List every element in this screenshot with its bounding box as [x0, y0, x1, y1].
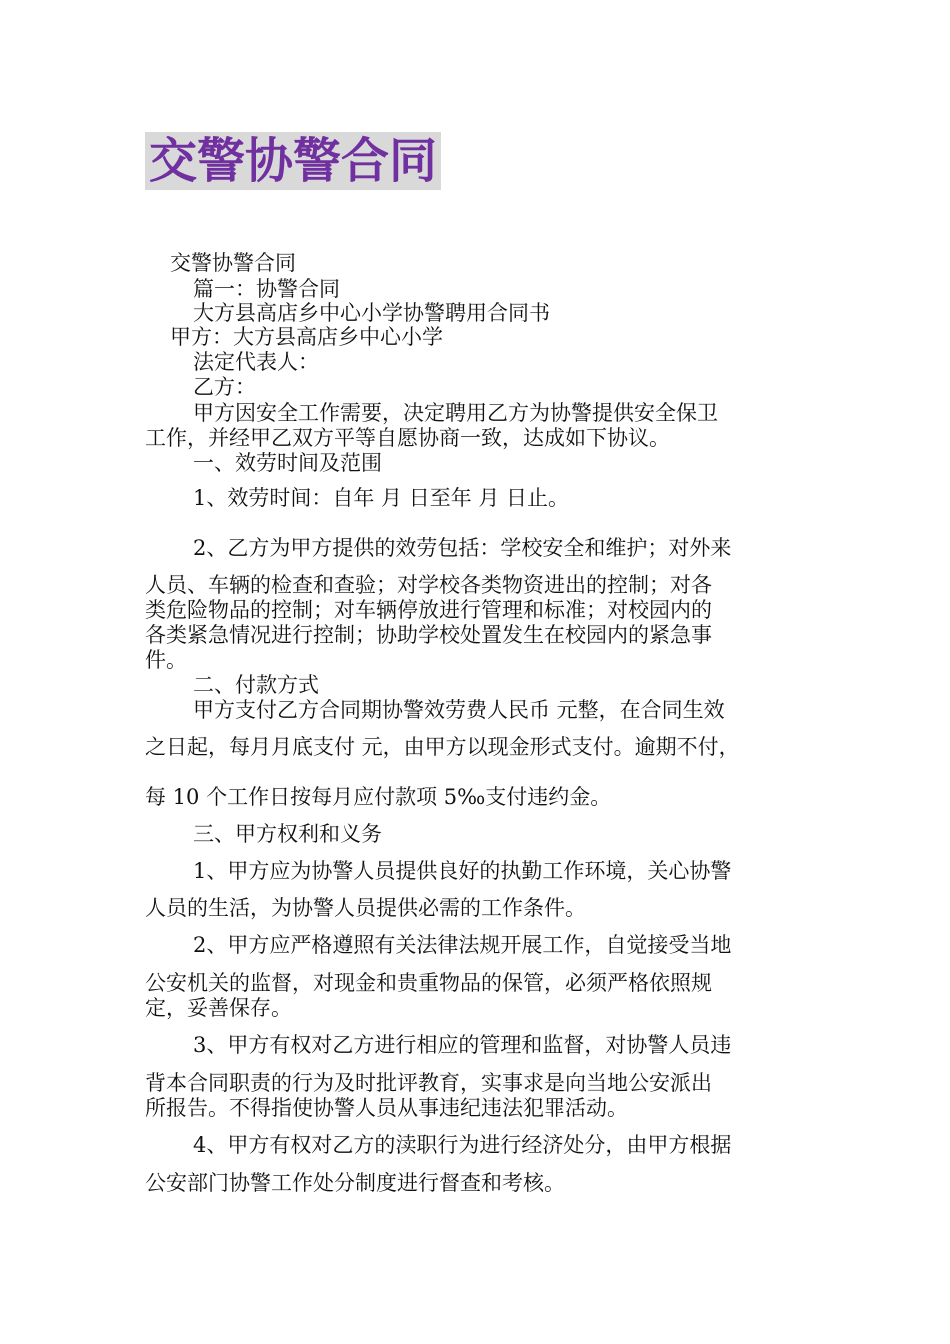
paragraph-line: 公安部门协警工作处分制度进行督查和考核。	[145, 1171, 565, 1195]
contract-title: 大方县高店乡中心小学协警聘用合同书	[193, 301, 550, 325]
paragraph-line: 件。	[145, 648, 187, 672]
section-heading: 篇一：协警合同	[193, 277, 340, 301]
paragraph-line: 2、乙方为甲方提供的效劳包括：学校安全和维护；对外来	[193, 536, 732, 560]
document-title: 交警协警合同	[145, 132, 441, 190]
paragraph-line: 人员、车辆的检查和查验；对学校各类物资进出的控制；对各	[145, 573, 712, 597]
paragraph-line: 工作，并经甲乙双方平等自愿协商一致，达成如下协议。	[145, 426, 670, 450]
clause-heading: 三、甲方权利和义务	[193, 822, 382, 846]
paragraph-line: 1、甲方应为协警人员提供良好的执勤工作环境，关心协警	[193, 859, 732, 883]
paragraph-line: 3、甲方有权对乙方进行相应的管理和监督，对协警人员违	[193, 1033, 732, 1057]
paragraph-line: 每 10 个工作日按每月应付款项 5‰支付违约金。	[145, 785, 612, 809]
paragraph-line: 甲方因安全工作需要，决定聘用乙方为协警提供安全保卫	[193, 401, 718, 425]
party-a: 甲方：大方县高店乡中心小学	[170, 325, 443, 349]
paragraph-line: 公安机关的监督，对现金和贵重物品的保管，必须严格依照规	[145, 971, 712, 995]
paragraph-line: 定，妥善保存。	[145, 996, 292, 1020]
clause-heading: 二、付款方式	[193, 673, 319, 697]
party-b: 乙方：	[193, 375, 256, 399]
clause-heading: 一、效劳时间及范围	[193, 451, 382, 475]
paragraph-line: 2、甲方应严格遵照有关法律法规开展工作，自觉接受当地	[193, 933, 732, 957]
paragraph-line: 背本合同职责的行为及时批评教育，实事求是向当地公安派出	[145, 1071, 712, 1095]
subtitle: 交警协警合同	[170, 251, 296, 275]
paragraph-line: 各类紧急情况进行控制；协助学校处置发生在校园内的紧急事	[145, 623, 712, 647]
paragraph-line: 4、甲方有权对乙方的渎职行为进行经济处分，由甲方根据	[193, 1133, 732, 1157]
paragraph-line: 1、效劳时间：自年 月 日至年 月 日止。	[193, 486, 570, 510]
paragraph-line: 所报告。不得指使协警人员从事违纪违法犯罪活动。	[145, 1096, 628, 1120]
paragraph-line: 人员的生活，为协警人员提供必需的工作条件。	[145, 896, 586, 920]
paragraph-line: 类危险物品的控制；对车辆停放进行管理和标准；对校园内的	[145, 598, 712, 622]
paragraph-line: 之日起，每月月底支付 元，由甲方以现金形式支付。逾期不付，	[145, 735, 740, 759]
paragraph-line: 甲方支付乙方合同期协警效劳费人民币 元整，在合同生效	[193, 698, 725, 722]
legal-representative: 法定代表人：	[193, 350, 319, 374]
